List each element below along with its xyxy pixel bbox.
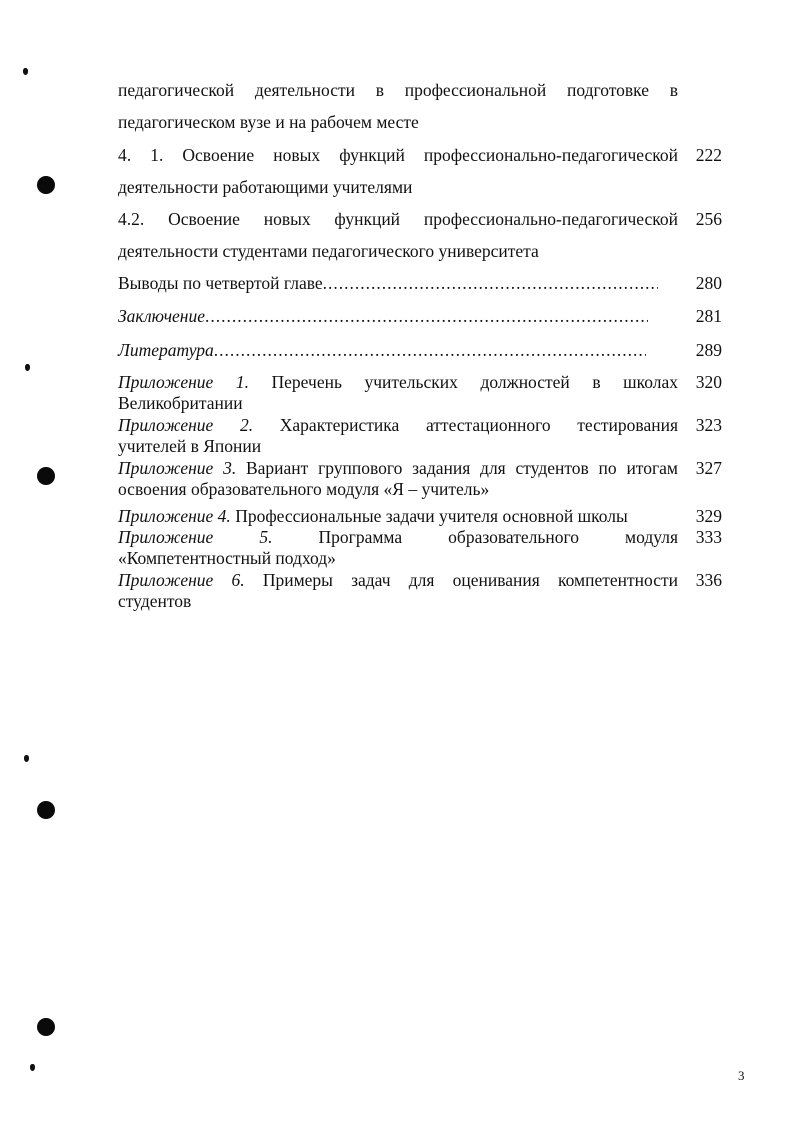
toc-app4-line1[interactable] [118, 506, 678, 526]
toc-app1-page: 320 [695, 372, 722, 392]
toc-conclusions-label: Выводы по четвертой главе [118, 273, 323, 293]
toc-app3-text: Вариант группового задания для студентов по итогам [245, 458, 678, 478]
toc-literature-page: 289 [695, 340, 722, 360]
toc-conclusions[interactable] [118, 273, 658, 293]
toc-app5-label: Приложение [118, 527, 214, 547]
toc-app6-text: Примеры задач для оценивания компетентности [262, 570, 678, 590]
toc-app6-line2[interactable]: студентов [118, 591, 192, 611]
toc-app5-word2: образовательного [448, 527, 579, 547]
leader-dots [214, 340, 646, 360]
toc-app3-line1[interactable] [118, 458, 678, 478]
toc-cont-line2: педагогическом вузе и на рабочем месте [118, 112, 419, 132]
scan-speck [23, 68, 28, 75]
toc-app5-word3: модуля [625, 527, 679, 547]
page-number: 3 [738, 1068, 745, 1083]
toc-app5-line1[interactable] [118, 527, 678, 547]
toc-app3-line2[interactable]: освоения образовательного модуля «Я – учитель» [118, 479, 490, 499]
toc-cont-line1: педагогической деятельности в профессиональной подготовке в [118, 80, 678, 100]
binder-hole [37, 1018, 55, 1036]
toc-literature[interactable] [118, 340, 646, 360]
toc-final-label: Заключение [118, 306, 206, 326]
scan-speck [30, 1064, 35, 1071]
toc-app1-line2[interactable]: Великобритании [118, 393, 243, 413]
toc-s42-line1[interactable]: 4.2. Освоение новых функций профессионально-педагогической [118, 209, 678, 229]
binder-hole [37, 467, 55, 485]
toc-literature-label: Литература [118, 340, 214, 360]
toc-final[interactable] [118, 306, 648, 326]
toc-s41-page: 222 [695, 145, 722, 165]
toc-app1-label: Приложение 1. [118, 372, 249, 392]
toc-s42-line2[interactable]: деятельности студентами педагогического университета [118, 241, 539, 261]
scan-speck [24, 755, 29, 762]
toc-s42-page: 256 [695, 209, 722, 229]
toc-app6-line1[interactable] [118, 570, 678, 590]
toc-app2-line1[interactable] [118, 415, 678, 435]
toc-app5-word1: Программа [318, 527, 403, 547]
scan-speck [25, 364, 30, 371]
toc-s41-line2[interactable]: деятельности работающими учителями [118, 177, 413, 197]
toc-final-page: 281 [695, 306, 722, 326]
toc-app3-page: 327 [695, 458, 722, 478]
toc-app4-page: 329 [695, 506, 722, 526]
toc-app2-text: Характеристика аттестационного тестирования [279, 415, 678, 435]
toc-app1-line1[interactable] [118, 372, 678, 392]
toc-app6-label: Приложение 6. [118, 570, 245, 590]
toc-app3-label: Приложение 3. [118, 458, 237, 478]
toc-conclusions-page: 280 [695, 273, 722, 293]
binder-hole [37, 801, 55, 819]
leader-dots [323, 273, 658, 293]
toc-s41-line1[interactable]: 4. 1. Освоение новых функций профессионально-педагогической [118, 145, 678, 165]
toc-app1-text: Перечень учительских должностей в школах [271, 372, 678, 392]
toc-app6-page: 336 [695, 570, 722, 590]
toc-app2-label: Приложение 2. [118, 415, 254, 435]
toc-app2-page: 323 [695, 415, 722, 435]
toc-app5-line2[interactable]: «Компетентностный подход» [118, 548, 336, 568]
toc-app4-label: Приложение 4. [118, 506, 231, 526]
toc-app4-text: Профессиональные задачи учителя основной школы [235, 506, 628, 526]
toc-app5-num: 5. [259, 527, 273, 547]
toc-app2-line2[interactable]: учителей в Японии [118, 436, 262, 456]
binder-hole [37, 176, 55, 194]
leader-dots [205, 306, 648, 326]
toc-app5-page: 333 [695, 527, 722, 547]
